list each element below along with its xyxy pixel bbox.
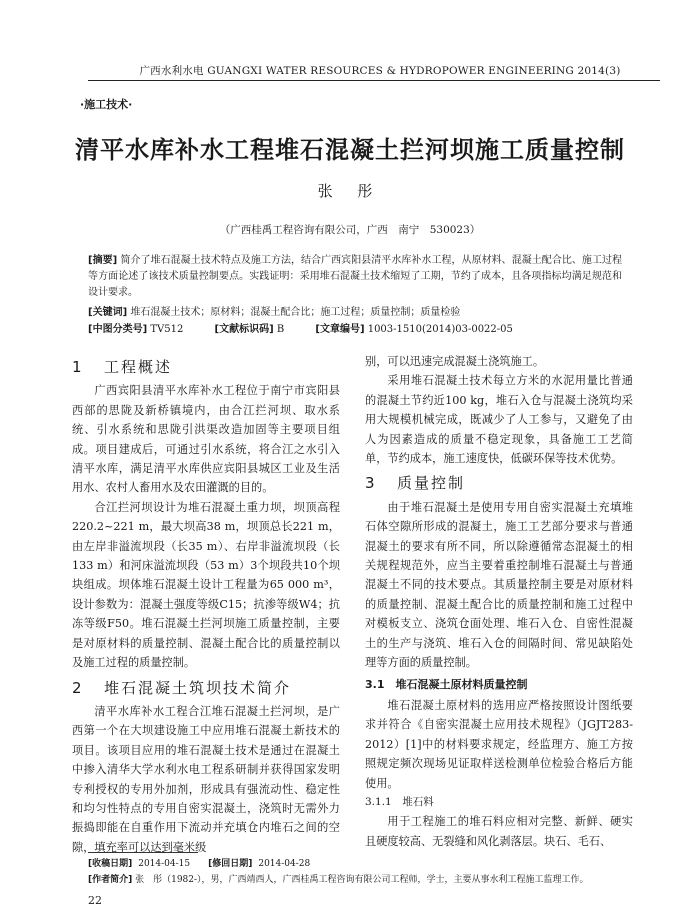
clc-value: TV512	[150, 324, 184, 335]
clc-label: [中图分类号]	[88, 324, 148, 335]
keywords-text: 堆石混凝土技术；原材料；混凝土配合比；施工过程；质量控制；质量检验	[130, 307, 461, 318]
section-1-title: 工程概述	[104, 358, 173, 376]
section-1-heading	[72, 358, 340, 377]
revised-date-label: [修回日期]	[208, 859, 253, 869]
page-number: 22	[88, 894, 102, 907]
right-column	[365, 352, 633, 851]
keywords	[88, 305, 622, 321]
section-2-paragraph-2: 采用堆石混凝土技术每立方米的水泥用量比普通的混凝土节约近100 kg，堆石入仓与混凝土浇筑均采用大规模机械完成，既减少了人工参与，又避免了由人为因素造成的质量不稳定现象，具备施工工艺简单，节约成本，施工速度快，低碳环保等技术优势。	[365, 374, 633, 466]
section-2-title: 堆石混凝土筑坝技术简介	[104, 678, 292, 697]
subsection-3-1-heading: 3.1 堆石混凝土原材料质量控制	[365, 677, 528, 691]
author-bio-text: 张 彤（1982-），男，广西靖西人，广西桂禹工程咨询有限公司工程师，学士，主要从事水利工程施工监理工作。	[135, 875, 589, 885]
section-3-title: 质量控制	[397, 474, 466, 493]
subsection-3-1-1-paragraph: 用于工程施工的堆石料应相对完整、新鲜、硬实且硬度较高、无裂缝和风化剥落层。块石、毛石、	[365, 815, 633, 848]
abstract-label: [摘要]	[88, 255, 118, 266]
author-affiliation: （广西桂禹工程咨询有限公司，广西 南宁 530023）	[219, 224, 481, 236]
doc-code-value: B	[276, 324, 285, 335]
left-column	[72, 352, 340, 857]
article-title: 清平水库补水工程堆石混凝土拦河坝施工质量控制	[75, 136, 625, 164]
abstract-text: 简介了堆石混凝土技术特点及施工方法，结合广西宾阳县清平水库补水工程，从原材料、混凝土配合比、施工过程等方面论述了该技术质量控制要点。实践证明：采用堆石混凝土技术缩短了工期，节约了成本，且各项指标均满足规范和设计要求。	[88, 255, 623, 298]
doc-code-label: [文献标识码]	[214, 324, 274, 335]
subsection-3-1-1-heading: 3.1.1 堆石料	[365, 795, 434, 808]
section-1-number: 1	[72, 358, 84, 376]
footnote-dates	[88, 857, 310, 871]
section-tag: ·施工技术·	[80, 98, 133, 111]
received-date-label: [收稿日期]	[88, 859, 133, 869]
section-3-heading	[365, 474, 633, 493]
subsection-3-1-paragraph: 堆石混凝土原材料的选用应严格按照设计图纸要求并符合《自密实混凝土应用技术规程》（JGJT283-2012）[1]中的材料要求规定，经监理方、施工方按照规定频次现场见证取样送检测单位检验合格后方能使用。	[365, 698, 633, 790]
abstract	[88, 253, 622, 301]
author-name: 张 彤	[317, 182, 383, 200]
footnote-author-bio	[88, 873, 589, 887]
classification-line	[88, 322, 622, 338]
article-number-label: [文章编号]	[315, 324, 365, 335]
author-bio-label: [作者简介]	[88, 875, 133, 885]
keywords-label: [关键词]	[88, 307, 128, 318]
section-3-paragraph-1: 由于堆石混凝土是使用专用自密实混凝土充填堆石体空隙所形成的混凝土，施工工艺部分要求与普通混凝土的要求有所不同，所以除遵循常态混凝土的相关规程规范外，应当主要着重控制堆石混凝土与普通混凝土不同的技术要点。其质量控制主要是对原材料的质量控制、混凝土配合比的质量控制和施工过程中对模板支立、浇筑仓面处理、堆石入仓、自密性混凝土的生产与浇筑、堆石入仓的间隔时间、常见缺陷处理等方面的质量控制。	[365, 500, 633, 670]
revised-date: 2014-04-28	[258, 859, 311, 869]
section-2-number: 2	[72, 678, 84, 697]
footnote-rule	[88, 852, 198, 853]
section-2-paragraph-1: 清平水库补水工程合江堆石混凝土拦河坝，是广西第一个在大坝建设施工中应用堆石混凝土新技术的项目。该项目应用的堆石混凝土技术是通过在混凝土中掺入清华大学水利水电工程系研制并获得国家发明专利授权的专用外加剂，形成具有强流动性、稳定性和均匀性特点的专用自密实混凝土，浇筑时无需外力振捣即能在自重作用下流动并充填仓内堆石之间的空隙，填充率可以达到毫米级	[72, 704, 340, 854]
section-2-paragraph-1-continued: 别，可以迅速完成混凝土浇筑施工。	[365, 355, 545, 368]
section-3-number: 3	[365, 474, 377, 493]
section-1-paragraph-1: 广西宾阳县清平水库补水工程位于南宁市宾阳县西部的思陇及新桥镇境内，由合江拦河坝、取水系统、引水系统和思陇引洪渠改造加固等主要项目组成。项目建成后，可通过引水系统，将合江之水引入清平水库，满足清平水库供应宾阳县城区工业及生活用水、农村人畜用水及农田灌溉的目的。	[72, 384, 340, 495]
received-date: 2014-04-15	[138, 859, 191, 869]
header-rule	[88, 80, 660, 81]
running-header: 广西水利水电 GUANGXI WATER RESOURCES & HYDROPOWER ENGINEERING 2014(3)	[139, 65, 621, 77]
section-2-heading	[72, 679, 340, 698]
section-1-paragraph-2: 合江拦河坝设计为堆石混凝土重力坝，坝顶高程220.2~221 m，最大坝高38 m，坝顶总长221 m，由左岸非溢流坝段（长35 m）、右岸非溢流坝段（长133 m）和河床溢流坝段（53 m）3个坝段共10个坝块组成。坝体堆石混凝土设计工程量为65 000 m³，设计参数为：混凝土强度等级C15；抗渗等级W4；抗冻等级F50。堆石混凝土拦河坝施工质量控制，主要是对原材料的质量控制、混凝土配合比的质量控制以及施工过程的质量控制。	[72, 500, 340, 670]
article-number-value: 1003-1510(2014)03-0022-05	[367, 324, 513, 335]
